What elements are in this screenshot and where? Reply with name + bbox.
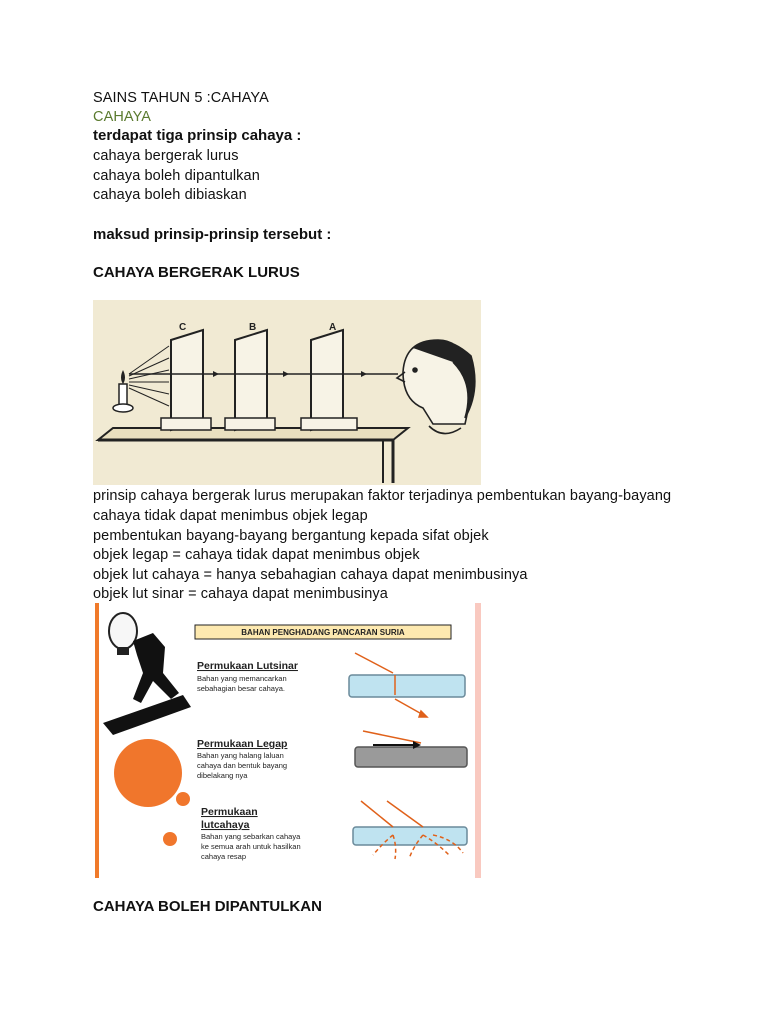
materials-illustration (93, 603, 481, 878)
item-desc: dibelakang nya (197, 771, 248, 780)
item-title: Permukaan Legap (197, 738, 288, 750)
circle-small (163, 832, 177, 846)
banner-text: BAHAN PENGHADANG PANCARAN SURIA (241, 628, 405, 637)
opaque-block (355, 747, 467, 767)
straight-light-illustration (93, 300, 481, 485)
principles-heading: terdapat tiga prinsip cahaya : (93, 127, 302, 144)
item-desc: cahaya dan bentuk bayang (197, 761, 288, 770)
heading-straight: CAHAYA BERGERAK LURUS (93, 264, 300, 281)
body-line: prinsip cahaya bergerak lurus merupakan faktor terjadinya pembentukan bayang-bayang (93, 488, 672, 504)
screen-a (301, 330, 357, 430)
circle-large (114, 739, 182, 807)
body-line: cahaya tidak dapat menimbus objek legap (93, 508, 368, 524)
label-b: B (249, 322, 257, 333)
candle (119, 384, 127, 406)
principle-item: cahaya boleh dipantulkan (93, 168, 260, 184)
glass-block (349, 675, 465, 697)
item-desc: ke semua arah untuk hasilkan (201, 842, 301, 851)
label-a: A (329, 322, 337, 333)
circle-small (176, 792, 190, 806)
accent-bar (95, 603, 99, 878)
section-title: CAHAYA (93, 109, 152, 125)
item-desc: Bahan yang sebarkan cahaya (201, 832, 301, 841)
item-desc: Bahan yang memancarkan (197, 674, 287, 683)
item-title: Permukaan (201, 806, 258, 818)
straight-light-figure (93, 300, 481, 485)
doc-header: SAINS TAHUN 5 :CAHAYA (93, 90, 269, 106)
item-desc: cahaya resap (201, 852, 247, 861)
principle-item: cahaya bergerak lurus (93, 148, 239, 164)
screen-b (225, 330, 275, 430)
translucent-block (353, 827, 467, 845)
item-title-2: lutcahaya (201, 819, 250, 831)
body-line: pembentukan bayang-bayang bergantung kepada sifat objek (93, 528, 489, 544)
item-desc: sebahagian besar cahaya. (197, 684, 285, 693)
materials-figure (93, 603, 481, 878)
screen-c (161, 330, 211, 430)
flame (121, 370, 125, 384)
bulb-man-icon (103, 613, 191, 735)
meaning-heading: maksud prinsip-prinsip tersebut : (93, 226, 332, 243)
item-title: Permukaan Lutsinar (197, 660, 298, 672)
body-line: objek legap = cahaya tidak dapat menimbus objek (93, 547, 420, 563)
body-line: objek lut sinar = cahaya dapat menimbusinya (93, 586, 388, 602)
observer-head (397, 340, 475, 434)
body-line: objek lut cahaya = hanya sebahagian cahaya dapat menimbusinya (93, 567, 528, 583)
heading-reflect: CAHAYA BOLEH DIPANTULKAN (93, 898, 322, 915)
item-desc: Bahan yang halang laluan (197, 751, 284, 760)
label-c: C (179, 322, 187, 333)
principle-item: cahaya boleh dibiaskan (93, 187, 247, 203)
